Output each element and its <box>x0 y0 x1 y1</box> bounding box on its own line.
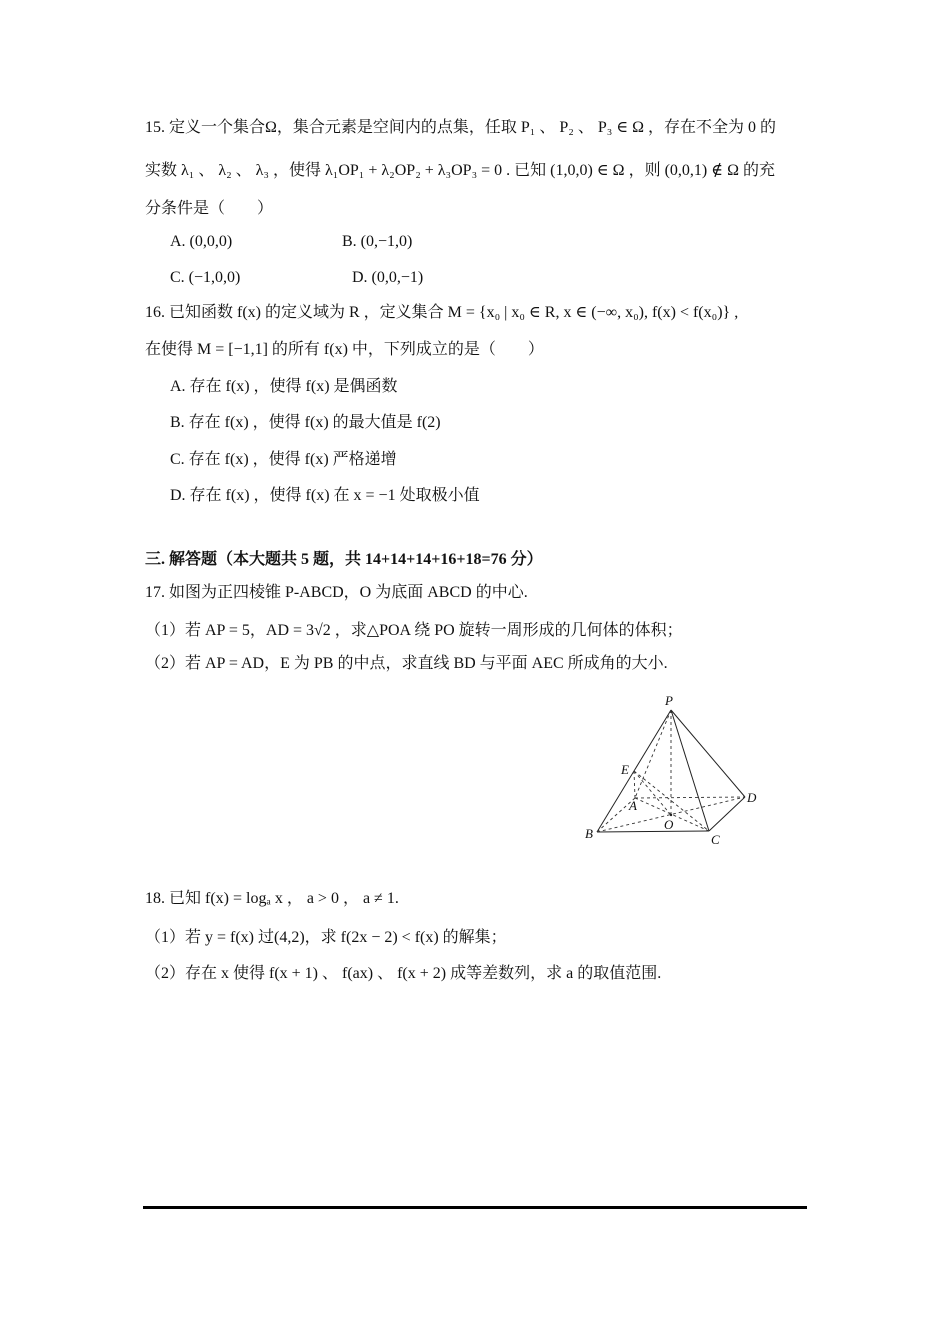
q15-option-d: D. (0,0,−1) <box>352 269 424 286</box>
label-d: D <box>747 790 757 805</box>
q15-line1: 15. 定义一个集合Ω，集合元素是空间内的点集，任取 P₁ 、 P₂ 、 P₃ ∈ Ω ，存在不全为 0 的 <box>145 119 777 136</box>
pyramid-figure <box>575 688 775 853</box>
q17-part2: （2）若 AP = AD，E 为 PB 的中点，求直线 BD 与平面 AEC 所成角的大小. <box>145 655 668 672</box>
footer-rule <box>143 1206 807 1209</box>
q18-part1: （1）若 y = f(x) 过(4,2)，求 f(2x − 2) < f(x) 的解集； <box>145 929 507 946</box>
q16-line1: 16. 已知函数 f(x) 的定义域为 R ，定义集合 M = {x₀ | x₀ ∈ R, x ∈ (−∞, x₀), f(x) < f(x₀)} , <box>145 304 739 321</box>
edge-pd <box>671 710 745 797</box>
q16-option-d: D. 存在 f(x) ，使得 f(x) 在 x = −1 处取极小值 <box>170 487 480 504</box>
edge-ad <box>635 797 745 798</box>
section-heading: 三. 解答题（本大题共 5 题，共 14+14+14+16+18=76 分） <box>145 551 543 568</box>
q15-option-c: C. (−1,0,0) <box>170 269 241 286</box>
label-b: B <box>585 826 593 841</box>
q16-line2: 在使得 M = [−1,1] 的所有 f(x) 中，下列成立的是（ ） <box>145 341 544 358</box>
q17-part1: （1）若 AP = 5，AD = 3√2 ，求△POA 绕 PO 旋转一周形成的几何体的体积； <box>145 622 683 639</box>
label-o: O <box>664 817 674 832</box>
label-e: E <box>621 762 629 777</box>
q18-part2: （2）存在 x 使得 f(x + 1) 、 f(ax) 、 f(x + 2) 成等差数列，求 a 的取值范围. <box>145 965 662 982</box>
edge-pc <box>671 710 709 831</box>
edge-pa <box>635 710 671 798</box>
label-c: C <box>711 832 720 847</box>
label-p: P <box>665 693 673 708</box>
q18-line1: 18. 已知 f(x) = logₐ x ， a > 0 ， a ≠ 1. <box>145 890 399 907</box>
segment-eo <box>634 771 671 815</box>
label-a: A <box>629 798 637 813</box>
q16-option-c: C. 存在 f(x) ，使得 f(x) 严格递增 <box>170 451 397 468</box>
point-o <box>670 814 672 816</box>
q15-line3: 分条件是（ ） <box>145 200 274 217</box>
edge-bc <box>597 831 709 832</box>
edge-cd <box>709 797 745 831</box>
segment-ea <box>634 771 635 798</box>
q17-line1: 17. 如图为正四棱锥 P-ABCD，O 为底面 ABCD 的中心. <box>145 584 528 601</box>
q15-option-b: B. (0,−1,0) <box>342 233 413 250</box>
q16-option-b: B. 存在 f(x) ，使得 f(x) 的最大值是 f(2) <box>170 414 441 431</box>
q15-option-a: A. (0,0,0) <box>170 233 233 250</box>
q15-line2: 实数 λ₁ 、 λ₂ 、 λ₃ ，使得 λ₁OP₁ + λ₂OP₂ + λ₃OP₃ = 0 . 已知 (1,0,0) ∈ Ω ，则 (0,0,1) ∉ Ω 的充 <box>145 162 775 179</box>
q16-option-a: A. 存在 f(x) ，使得 f(x) 是偶函数 <box>170 378 398 395</box>
